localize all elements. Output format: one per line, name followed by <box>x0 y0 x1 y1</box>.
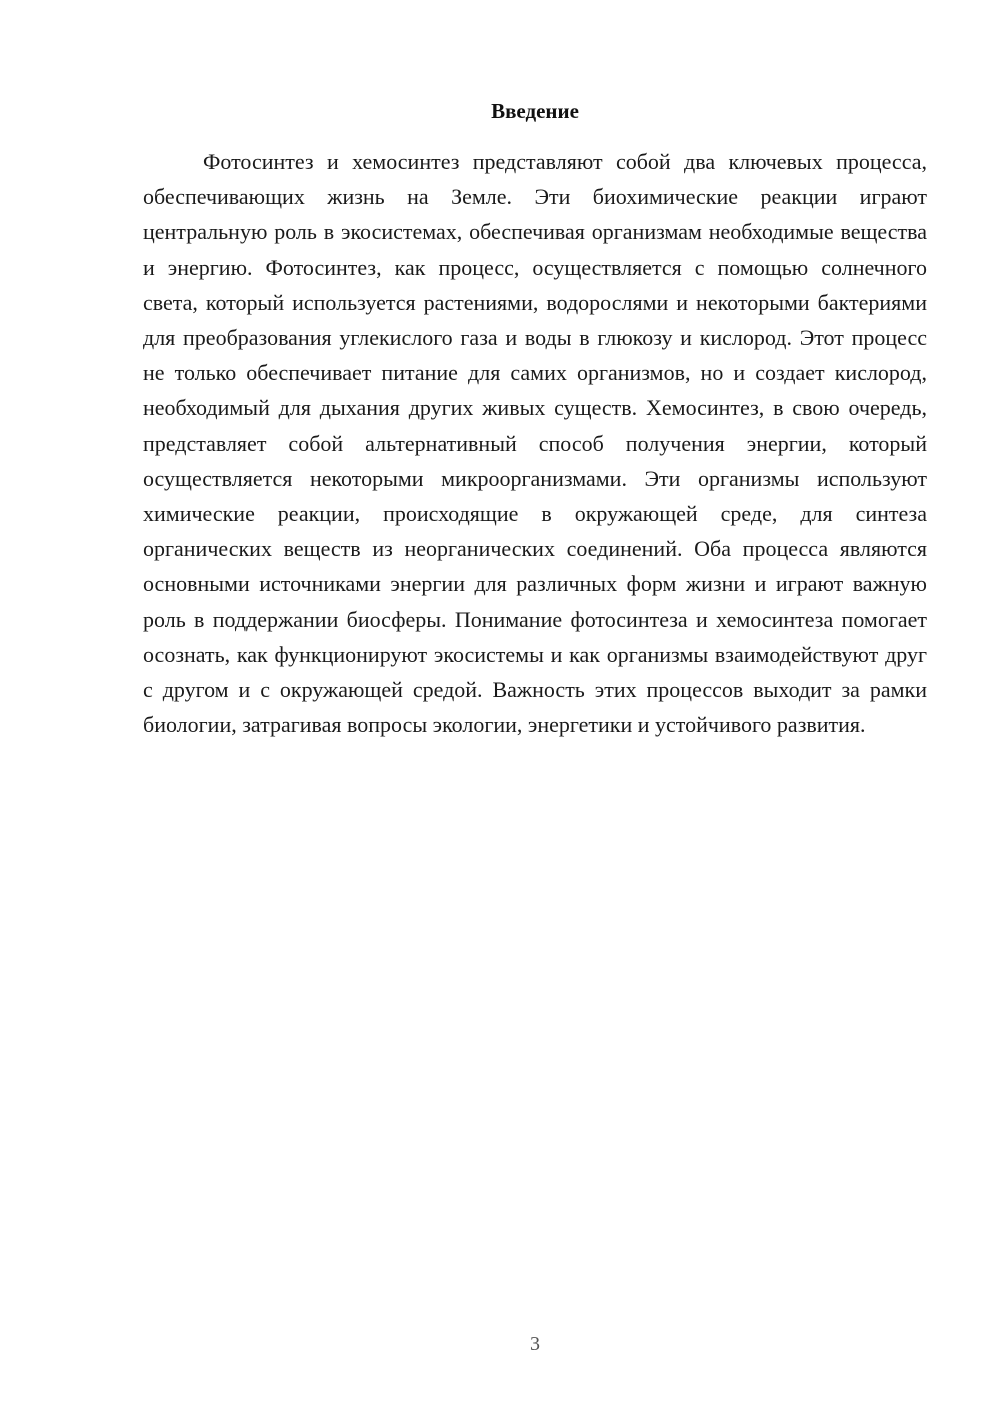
page-number: 3 <box>530 1333 540 1355</box>
section-heading: Введение <box>491 99 579 123</box>
body-paragraph: Фотосинтез и хемосинтез представляют собой два ключевых процесса, обеспечивающих жизнь на Земле. Эти биохимические реакции играют центральную роль в экосистемах, обеспечивая организмам необходимые вещества и энергию. Фотосинтез, как процесс, осуществляется с помощью солнечного света, который используется растениями, водорослями и некоторыми бактериями для преобразования углекислого газа и воды в глюкозу и кислород. Этот процесс не только обеспечивает питание для самих организмов, но и создает кислород, необходимый для дыхания других живых существ. Хемосинтез, в свою очередь, представляет собой альтернативный способ получения энергии, который осуществляется некоторыми микроорганизмами. Эти организмы используют химические реакции, происходящие в окружающей среде, для синтеза органических веществ из неорганических соединений. Оба процесса являются основными источниками энергии для различных форм жизни и играют важную роль в поддержании биосферы. Понимание фотосинтеза и хемосинтеза помогает осознать, как функционируют экосистемы и как организмы взаимодействуют друг с другом и с окружающей средой. Важность этих процессов выходит за рамки биологии, затрагивая вопросы экологии, энергетики и устойчивого развития. <box>143 149 927 738</box>
